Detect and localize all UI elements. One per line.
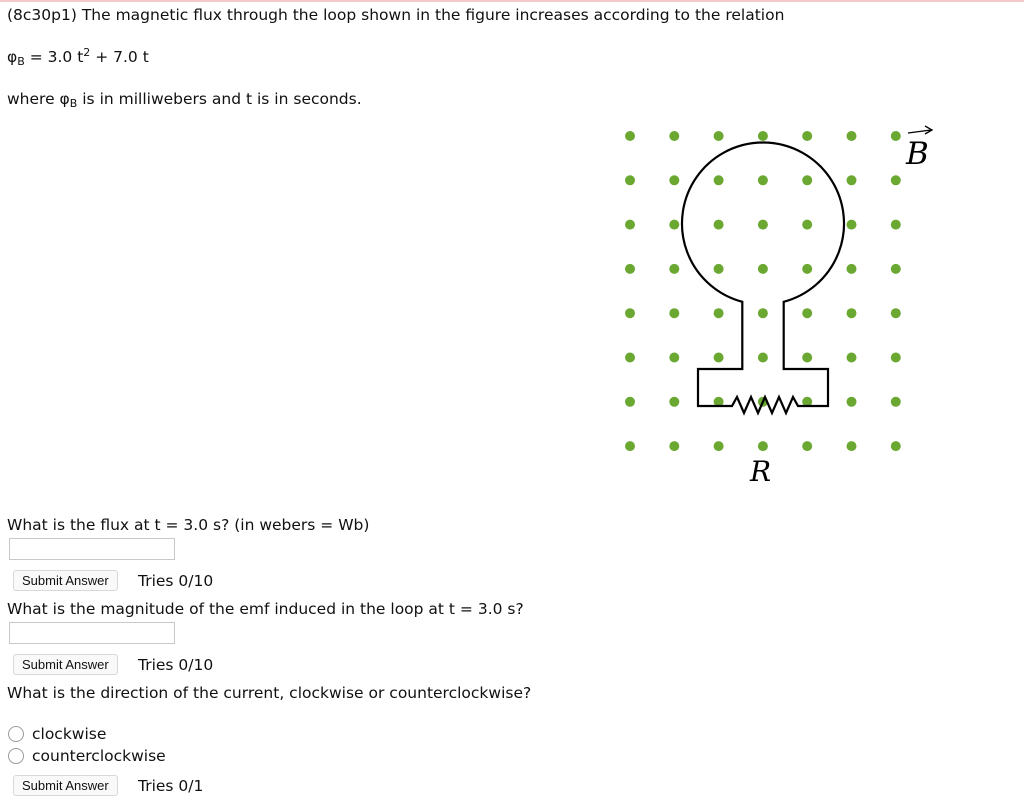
emf-answer-input[interactable] xyxy=(9,622,175,644)
field-dot xyxy=(758,220,768,230)
field-dot xyxy=(891,264,901,274)
field-dot xyxy=(802,264,812,274)
submit-answer-button-2[interactable]: Submit Answer xyxy=(13,654,118,675)
counterclockwise-radio[interactable] xyxy=(8,748,24,764)
field-dot xyxy=(847,397,857,407)
units-prefix: where xyxy=(7,90,60,108)
clockwise-radio[interactable] xyxy=(8,726,24,742)
field-dot xyxy=(847,264,857,274)
flux-answer-input[interactable] xyxy=(9,538,175,560)
field-dot xyxy=(847,441,857,451)
phi-symbol: φ xyxy=(59,90,70,108)
field-dot xyxy=(847,353,857,363)
field-dot xyxy=(802,353,812,363)
question-1-prompt: What is the flux at t = 3.0 s? (in webers = Wb) xyxy=(7,516,370,534)
field-dot xyxy=(891,397,901,407)
question-2-prompt: What is the magnitude of the emf induced in the loop at t = 3.0 s? xyxy=(7,600,524,618)
field-vector-label xyxy=(905,126,932,172)
tries-counter-1: Tries 0/10 xyxy=(138,572,214,590)
equation-part2: + 7.0 t xyxy=(90,48,149,66)
field-dot xyxy=(625,264,635,274)
field-dot xyxy=(847,175,857,185)
field-dot xyxy=(847,220,857,230)
field-dot xyxy=(891,131,901,141)
equation-exponent: 2 xyxy=(83,46,91,59)
field-dot xyxy=(714,308,724,318)
question-3-prompt: What is the direction of the current, clockwise or counterclockwise? xyxy=(7,684,532,702)
units-note xyxy=(7,90,362,110)
field-dot xyxy=(669,353,679,363)
field-dot xyxy=(758,308,768,318)
tries-counter-3: Tries 0/1 xyxy=(138,777,204,795)
field-dot xyxy=(802,131,812,141)
field-dot xyxy=(714,353,724,363)
equation-part1: = 3.0 t xyxy=(24,48,84,66)
field-dot xyxy=(891,441,901,451)
field-dot xyxy=(714,264,724,274)
field-dot xyxy=(625,175,635,185)
phi-subscript: B xyxy=(69,97,78,110)
submit-answer-button-1[interactable]: Submit Answer xyxy=(13,570,118,591)
field-dot xyxy=(891,353,901,363)
field-dot xyxy=(714,131,724,141)
field-dot xyxy=(802,441,812,451)
top-border xyxy=(0,0,1024,2)
field-dot xyxy=(625,353,635,363)
field-dot xyxy=(758,264,768,274)
field-dot xyxy=(669,397,679,407)
problem-title: (8c30p1) The magnetic flux through the loop shown in the figure increases according to the relation xyxy=(7,6,785,24)
field-dot xyxy=(891,175,901,185)
field-dot xyxy=(625,131,635,141)
field-label: B xyxy=(906,136,929,172)
resistor-label: R xyxy=(750,455,772,488)
field-dot xyxy=(625,220,635,230)
phi-symbol: φ xyxy=(7,48,18,66)
field-dot xyxy=(625,397,635,407)
field-dot xyxy=(802,175,812,185)
tries-counter-2: Tries 0/10 xyxy=(138,656,214,674)
field-dot xyxy=(758,131,768,141)
field-dot xyxy=(714,441,724,451)
field-dot xyxy=(714,220,724,230)
units-suffix: is in milliwebers and t is in seconds. xyxy=(77,90,362,108)
counterclockwise-label[interactable]: counterclockwise xyxy=(32,747,166,765)
field-dot xyxy=(758,175,768,185)
field-dot xyxy=(625,308,635,318)
field-dot xyxy=(669,441,679,451)
field-dot xyxy=(669,308,679,318)
field-dot xyxy=(802,308,812,318)
field-dot xyxy=(847,308,857,318)
field-dot xyxy=(669,220,679,230)
field-dot xyxy=(669,264,679,274)
field-dot xyxy=(625,441,635,451)
field-dot xyxy=(669,131,679,141)
submit-answer-button-3[interactable]: Submit Answer xyxy=(13,775,118,796)
loop-figure xyxy=(600,118,960,498)
field-dot xyxy=(802,220,812,230)
field-dot xyxy=(847,131,857,141)
field-dot xyxy=(758,441,768,451)
field-dot xyxy=(758,353,768,363)
flux-equation xyxy=(7,48,149,68)
field-dot xyxy=(891,220,901,230)
field-dot xyxy=(714,175,724,185)
field-dot xyxy=(669,175,679,185)
phi-subscript: B xyxy=(17,55,25,68)
field-dot xyxy=(891,308,901,318)
clockwise-label[interactable]: clockwise xyxy=(32,725,107,743)
